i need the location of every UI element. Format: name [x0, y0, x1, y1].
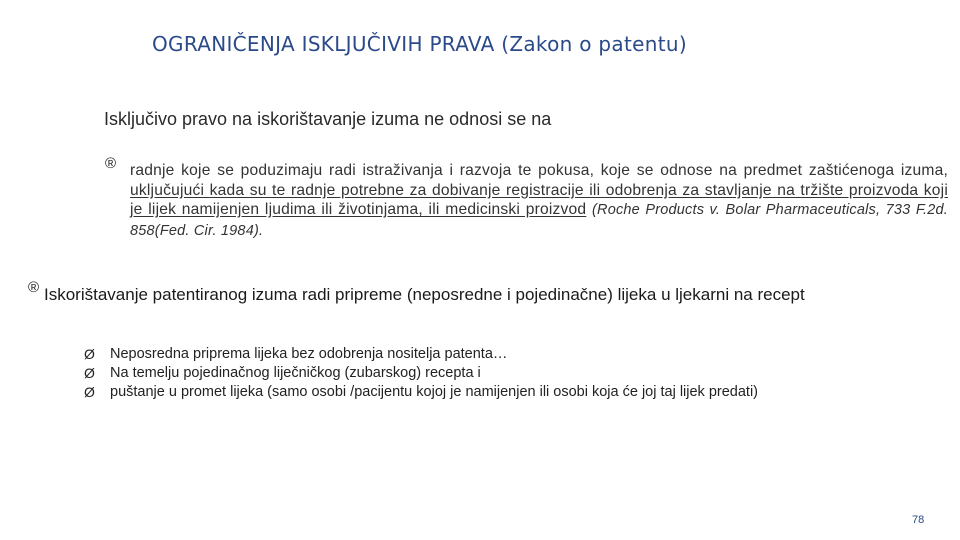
- second-exception-heading: Iskorištavanje patentiranog izuma radi pripreme (neposredne i pojedinačne) lijeka u ljekarni na recept: [44, 285, 805, 304]
- first-exception-text: radnje koje se poduzimaju radi istraživanja i razvoja te pokusa, koje se odnose na predmet zaštićenoga izuma,: [130, 162, 948, 179]
- arrow-bullet-icon: Ø: [84, 346, 95, 362]
- list-item-text: puštanje u promet lijeka (samo osobi /pacijentu kojoj je namijenjen ili osobi koja će joj taj lijek predati): [110, 384, 759, 400]
- pharmacy-conditions-list: [84, 345, 804, 402]
- registered-bullet-icon: ®: [105, 155, 117, 172]
- case-citation: (Roche Products v. Bolar Pharmaceuticals, 733 F.2d. 858(Fed. Cir. 1984).: [130, 202, 948, 239]
- first-exception-paragraph: [130, 161, 948, 241]
- slide-title: OGRANIČENJA ISKLJUČIVIH PRAVA (Zakon o patentu): [152, 32, 687, 56]
- list-item: [84, 383, 804, 402]
- arrow-bullet-icon: Ø: [84, 365, 95, 381]
- first-exception-underlined-text: uključujući kada su te radnje potrebne za dobivanje registracije ili odobrenja za stavljanje na tržište proizvoda koji je lijek namijenjen ljudima ili životinjama, ili medicinski proizvod: [130, 181, 948, 218]
- list-item-text: Na temelju pojedinačnog liječničkog (zubarskog) recepta i: [110, 365, 481, 381]
- list-item: [84, 345, 804, 364]
- arrow-bullet-icon: Ø: [84, 384, 95, 400]
- list-item: [84, 364, 804, 383]
- registered-bullet-icon: ®: [28, 279, 40, 296]
- list-item-text: Neposredna priprema lijeka bez odobrenja nositelja patenta…: [110, 346, 508, 362]
- intro-heading: Isključivo pravo na iskorištavanje izuma ne odnosi se na: [104, 109, 552, 129]
- page-number: 78: [912, 514, 925, 526]
